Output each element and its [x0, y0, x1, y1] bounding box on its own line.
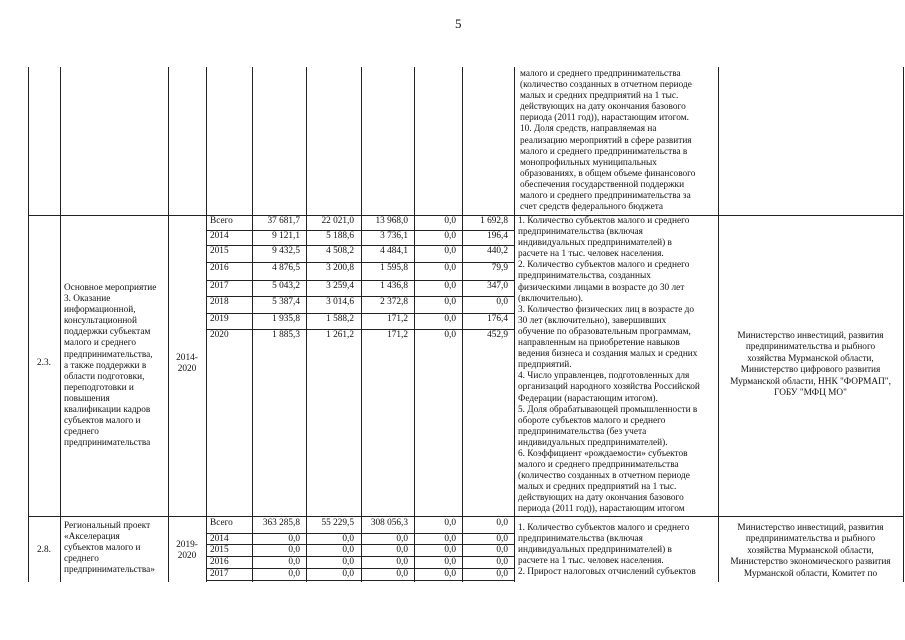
value-cell: 5 387,4 [272, 297, 300, 307]
value-cell: 0,0 [496, 545, 508, 555]
name-line: области подготовки, [64, 371, 145, 382]
row-2-8-number: 2.8. [37, 545, 51, 555]
period-line: 2020 [177, 364, 197, 375]
indicator-line: предпринимательства (включая [518, 227, 643, 238]
value-cell: 5 188,6 [326, 231, 354, 241]
value-cell: 308 056,3 [370, 518, 408, 528]
indicator-line: реализацию мероприятий в сфере развития [520, 135, 692, 146]
executor-line: предпринимательства и рыбного [745, 342, 876, 353]
value-cell: 0,0 [444, 518, 456, 528]
value-cell: 79,9 [491, 263, 508, 273]
indicator-line: индивидуальных предпринимателей). [518, 437, 668, 448]
indicator-line: 2. Прирост налоговых отчислений субъектов [518, 567, 696, 578]
year-label: 2016 [210, 263, 229, 273]
grid-line [718, 67, 719, 582]
year-label: 2016 [210, 557, 229, 567]
value-cell: 4 876,5 [272, 263, 300, 273]
indicator-line: 5. Доля обрабатывающей промышленности в [518, 404, 698, 415]
value-cell: 3 200,8 [326, 263, 354, 273]
indicator-line: обеспечения государственной поддержки [520, 179, 685, 190]
executor-line: Министерство цифрового развития [740, 365, 881, 376]
year-label: 2015 [210, 545, 229, 555]
indicator-line: монопрофильных муниципальных [520, 157, 657, 168]
year-label: 2018 [210, 297, 229, 307]
grid-line [60, 67, 61, 582]
value-cell: 0,0 [396, 534, 408, 544]
grid-line [514, 67, 515, 582]
executor-line: Министерство инвестиций, развития [737, 523, 884, 533]
value-cell: 171,2 [387, 314, 408, 324]
value-cell: 9 121,1 [272, 231, 300, 241]
value-cell: 0,0 [342, 545, 354, 555]
indicator-line: расчете на 1 тыс. человек населения. [518, 249, 664, 260]
value-cell: 0,0 [396, 557, 408, 567]
name-line: квалификации кадров [64, 405, 151, 416]
value-cell: 0,0 [496, 569, 508, 579]
indicator-line: направленным на приобретение навыков [518, 338, 680, 349]
value-cell: 9 432,5 [272, 246, 300, 256]
value-cell: 0,0 [288, 557, 300, 567]
year-label: 2017 [210, 569, 229, 579]
row-2-3-period [168, 353, 206, 376]
indicator-line: (количество созданных в отчетном периоде [520, 80, 692, 91]
value-cell: 3 259,4 [326, 281, 354, 291]
indicator-line: 30 лет (включительно), завершивших [518, 315, 667, 326]
name-line: поддержки субъектам [64, 327, 151, 338]
name-line: субъектов малого и [64, 416, 141, 427]
name-line: информационной, [64, 305, 136, 316]
executor-line: ГОБУ "МФЦ МО" [774, 388, 847, 399]
value-cell: 452,9 [487, 330, 508, 340]
value-cell: 347,0 [487, 281, 508, 291]
grid-line [206, 67, 207, 582]
value-cell: 55 229,5 [321, 518, 354, 528]
value-cell: 22 021,0 [321, 216, 354, 226]
grid-line [206, 516, 514, 517]
value-cell: 0,0 [342, 569, 354, 579]
value-cell: 176,4 [487, 314, 508, 324]
indicator-line: периода (2011 год)), нарастающим итогом. [520, 113, 689, 124]
year-label: 2019 [210, 314, 229, 324]
row-2-8-executors [718, 523, 903, 580]
value-cell: 4 484,1 [380, 246, 408, 256]
indicator-line: предпринимательства (без учета [518, 426, 647, 437]
indicator-line: (включительно). [518, 293, 583, 304]
year-label: 2020 [210, 330, 229, 340]
top-indicators-cell [520, 69, 695, 213]
executor-line: Министерство инвестиций, развития [737, 331, 884, 341]
value-cell: 0,0 [444, 281, 456, 291]
value-cell: 440,2 [487, 246, 508, 256]
indicator-line: 1. Количество субъектов малого и среднего [518, 523, 690, 533]
value-cell: 1 436,8 [380, 281, 408, 291]
value-cell: 3 014,6 [326, 297, 354, 307]
value-cell: 196,4 [487, 231, 508, 241]
value-cell: 37 681,7 [267, 216, 300, 226]
name-line: переподготовки и [64, 382, 134, 393]
grid-line [206, 580, 514, 581]
period-line: 2014- [176, 353, 198, 363]
value-cell: 0,0 [444, 216, 456, 226]
executor-line: хозяйства Мурманской области, [747, 353, 874, 364]
value-cell: 0,0 [496, 534, 508, 544]
value-cell: 0,0 [496, 518, 508, 528]
indicator-line: предпринимательства (включая [518, 534, 643, 545]
indicator-line: 2. Количество субъектов малого и среднего [518, 260, 690, 271]
value-cell: 0,0 [496, 297, 508, 307]
value-cell: 0,0 [396, 545, 408, 555]
name-line: предпринимательства [64, 438, 151, 449]
indicator-line: индивидуальных предпринимателей) в [518, 545, 672, 556]
executor-line: Министерство экономического развития [730, 557, 891, 568]
value-cell: 0,0 [396, 569, 408, 579]
indicator-line: образованиях, в общем объеме финансового [520, 168, 696, 179]
row-2-3-name [64, 283, 156, 449]
name-line: среднего [64, 554, 99, 565]
value-cell: 0,0 [444, 569, 456, 579]
indicator-line: 4. Число управленцев, подготовленных для [518, 371, 690, 382]
name-line: предпринимательства, [64, 349, 153, 360]
executor-line: Мурманской области, Комитет по [743, 568, 878, 579]
indicator-line: предприятий. [518, 360, 572, 371]
indicator-line: малых и средних предприятий на 1 тыс. [518, 482, 677, 493]
year-label: 2014 [210, 231, 229, 241]
name-line: малого и среднего [64, 338, 137, 349]
indicator-line: 10. Доля средств, направляемая на [520, 124, 657, 135]
executor-line: хозяйства Мурманской области, [747, 545, 874, 556]
name-line: Основное мероприятие [64, 283, 157, 293]
name-line: «Акселерация [64, 532, 120, 543]
indicator-line: индивидуальных предпринимателей) в [518, 238, 672, 249]
row-2-3-indicators [518, 216, 700, 516]
value-cell: 0,0 [444, 231, 456, 241]
indicator-line: счет средств федерального бюджета [520, 202, 664, 213]
value-cell: 13 968,0 [375, 216, 408, 226]
value-cell: 4 508,2 [326, 246, 354, 256]
indicator-line: малых и средних предприятий на 1 тыс. [520, 91, 679, 102]
value-cell: 0,0 [444, 263, 456, 273]
indicator-line: расчете на 1 тыс. человек населения. [518, 556, 664, 567]
name-line: предпринимательства» [64, 565, 155, 576]
indicator-line: периода (2011 год)), нарастающим итогом [518, 504, 685, 515]
indicator-line: организаций народного хозяйства Российской [518, 382, 700, 393]
grid-line [168, 67, 169, 582]
value-cell: 3 736,1 [380, 231, 408, 241]
indicator-line: 6. Коэффициент «рождаемости» субъектов [518, 448, 688, 459]
indicator-line: обороте субъектов малого и среднего [518, 415, 666, 426]
indicator-line: обучение по образовательным программам, [518, 326, 691, 337]
indicator-line: Федерации (нарастающим итогом). [518, 393, 658, 404]
value-cell: 5 043,2 [272, 281, 300, 291]
year-label: 2017 [210, 281, 229, 291]
period-line: 2019- [176, 540, 198, 550]
value-cell: 0,0 [288, 534, 300, 544]
value-cell: 1 935,8 [272, 314, 300, 324]
value-cell: 1 885,3 [272, 330, 300, 340]
year-label: 2014 [210, 534, 229, 544]
row-2-3-number: 2.3. [37, 358, 51, 368]
indicator-line: малого и среднего предпринимательства [520, 69, 681, 79]
page-number: 5 [455, 16, 462, 31]
value-cell: 1 588,2 [326, 314, 354, 324]
indicator-line: предпринимательства, созданных [518, 271, 651, 282]
name-line: консультационной [64, 316, 137, 327]
name-line: а также поддержки в [64, 360, 147, 371]
year-label: Всего [210, 518, 233, 528]
name-line: среднего [64, 427, 99, 438]
indicator-line: действующих на дату окончания базового [520, 102, 686, 113]
indicator-line: ведения бизнеса и создания малых и средних [518, 349, 698, 360]
row-2-8-name [64, 521, 155, 576]
name-line: субъектов малого и [64, 543, 141, 554]
year-label: 2015 [210, 246, 229, 256]
value-cell: 1 692,8 [480, 216, 508, 226]
value-cell: 1 595,8 [380, 263, 408, 273]
value-cell: 0,0 [444, 330, 456, 340]
value-cell: 363 285,8 [262, 518, 300, 528]
indicator-line: 1. Количество субъектов малого и среднего [518, 216, 690, 226]
indicator-line: малого и среднего предпринимательства [518, 460, 679, 471]
value-cell: 0,0 [444, 246, 456, 256]
executor-line: предпринимательства и рыбного [745, 534, 876, 545]
value-cell: 2 372,8 [380, 297, 408, 307]
row-2-8-indicators [518, 523, 696, 578]
value-cell: 0,0 [288, 545, 300, 555]
indicator-line: малого и среднего предпринимательства за [520, 191, 691, 202]
indicator-line: (количество созданных в отчетном периоде [518, 471, 690, 482]
executor-line: Мурманской области, ННК "ФОРМАП", [730, 376, 891, 387]
period-line: 2020 [177, 551, 197, 562]
value-cell: 0,0 [342, 557, 354, 567]
indicator-line: 3. Количество физических лиц в возрасте до [518, 304, 695, 315]
grid-line [28, 67, 29, 582]
value-cell: 0,0 [444, 545, 456, 555]
value-cell: 0,0 [288, 569, 300, 579]
year-label: Всего [210, 216, 233, 226]
value-cell: 0,0 [444, 297, 456, 307]
row-2-3-executors [718, 331, 903, 399]
value-cell: 0,0 [496, 557, 508, 567]
value-cell: 0,0 [444, 314, 456, 324]
indicator-line: малого и среднего предпринимательства в [520, 146, 688, 157]
value-cell: 0,0 [342, 534, 354, 544]
value-cell: 0,0 [444, 534, 456, 544]
value-cell: 0,0 [444, 557, 456, 567]
grid-line [903, 67, 904, 582]
indicator-line: действующих на дату окончания базового [518, 493, 684, 504]
name-line: 3. Оказание [64, 294, 111, 305]
value-cell: 1 261,2 [326, 330, 354, 340]
name-line: повышения [64, 393, 110, 404]
row-2-8-period [168, 540, 206, 563]
name-line: Региональный проект [64, 521, 151, 531]
value-cell: 171,2 [387, 330, 408, 340]
indicator-line: физическими лицами в возрасте до 30 лет [518, 282, 685, 293]
